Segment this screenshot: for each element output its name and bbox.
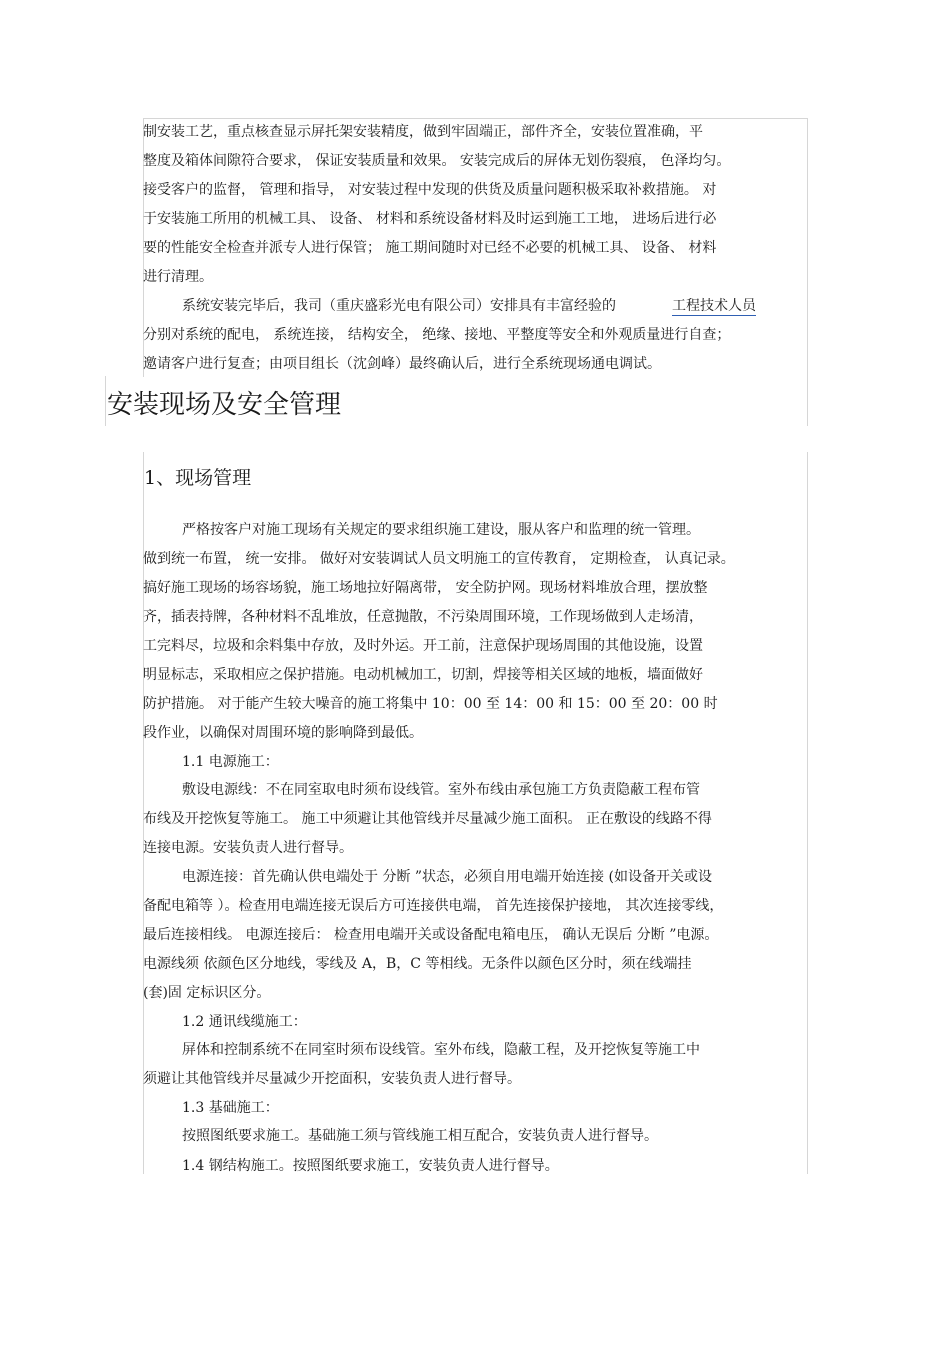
text-line: 电源连接：首先确认供电端处于 分断 ”状态，必须自用电端开始连接 (如设备开关或设: [182, 869, 712, 885]
subsection-heading: 1.4 钢结构施工。按照图纸要求施工，安装负责人进行督导。: [182, 1158, 559, 1174]
subsection-heading: 1.2 通讯线缆施工：: [182, 1014, 307, 1030]
text-line: 敷设电源线：不在同室取电时须布设线管。室外布线由承包施工方负责隐蔽工程布管: [182, 782, 700, 798]
text-line: 邀请客户进行复查；由项目组长（沈剑峰）最终确认后，进行全系统现场通电调试。: [143, 356, 661, 372]
text-line: 须避让其他管线并尽量减少开挖面积，安装负责人进行督导。: [143, 1071, 521, 1087]
text-line: 电源线须 依颜色区分地线，零线及 A，B，C 等相线。无条件以颜色区分时，须在线端挂: [143, 956, 692, 972]
text-line: 段作业，以确保对周围环境的影响降到最低。: [143, 725, 423, 741]
text-line: 搞好施工现场的场容场貌，施工场地拉好隔离带， 安全防护网。现场材料堆放合理，摆放整: [143, 580, 708, 596]
text-line: 接受客户的监督， 管理和指导， 对安装过程中发现的供货及质量问题积极采取补救措施。 对: [143, 182, 717, 198]
text-line: 防护措施。 对于能产生较大噪音的施工将集中 10：00 至 14：00 和 15：00 至 20：00 时: [143, 696, 718, 712]
text-line: 做到统一布置， 统一安排。 做好对安装调试人员文明施工的宣传教育， 定期检查， 认真记录。: [143, 551, 735, 567]
text-line: 布线及开挖恢复等施工。 施工中须避让其他管线并尽量减少施工面积。 正在敷设的线路不得: [143, 811, 712, 827]
text-line: 明显标志，采取相应之保护措施。电动机械加工，切割，焊接等相关区域的地板，墙面做好: [143, 667, 703, 683]
text-fragment: 系统安装完毕后，我司（重庆盛彩光电有限公司）安排具有丰富经验的: [182, 298, 616, 314]
text-line: 工完料尽，垃圾和余料集中存放，及时外运。开工前，注意保护现场周围的其他设施，设置: [143, 638, 703, 654]
text-line: 要的性能安全检查并派专人进行保管； 施工期间随时对已经不必要的机械工具、 设备、 材料: [143, 240, 717, 256]
text-line: 备配电箱等 ）。检查用电端连接无误后方可连接供电端， 首先连接保护接地， 其次连接零线，: [143, 898, 724, 914]
subsection-title: 1、现场管理: [144, 467, 252, 489]
text-line: 按照图纸要求施工。基础施工须与管线施工相互配合，安装负责人进行督导。: [182, 1128, 658, 1144]
text-line: 于安装施工所用的机械工具、 设备、 材料和系统设备材料及时运到施工工地， 进场后进行必: [143, 211, 717, 227]
text-line: 整度及箱体间隙符合要求， 保证安装质量和效果。 安装完成后的屏体无划伤裂痕， 色泽均匀。: [143, 153, 731, 169]
text-line: 最后连接相线。 电源连接后： 检查用电端开关或设备配电箱电压， 确认无误后 分断 ”电源。: [143, 927, 719, 943]
engineering-staff-link[interactable]: 工程技术人员: [672, 298, 756, 314]
text-line: 进行清理。: [143, 269, 213, 285]
subsection-heading: 1.3 基础施工：: [182, 1100, 279, 1116]
text-line: 屏体和控制系统不在同室时须布设线管。室外布线，隐蔽工程，及开挖恢复等施工中: [182, 1042, 700, 1058]
text-line: 连接电源。安装负责人进行督导。: [143, 840, 353, 856]
text-line: 齐，插表持牌，各种材料不乱堆放，任意抛散，不污染周围环境，工作现场做到人走场清，: [143, 609, 703, 625]
text-line: 分别对系统的配电， 系统连接， 结构安全， 绝缘、接地、平整度等安全和外观质量进行自查；: [143, 327, 731, 343]
text-line: [182, 296, 806, 316]
subsection-heading: 1.1 电源施工：: [182, 754, 279, 770]
section-title: 安装现场及安全管理: [107, 390, 342, 420]
text-line: (套)固 定标识区分。: [143, 985, 271, 1001]
text-line: 严格按客户对施工现场有关规定的要求组织施工建设，服从客户和监理的统一管理。: [182, 522, 700, 538]
text-line: 制安装工艺，重点核查显示屏托架安装精度，做到牢固端正，部件齐全，安装位置准确，平: [143, 124, 703, 140]
